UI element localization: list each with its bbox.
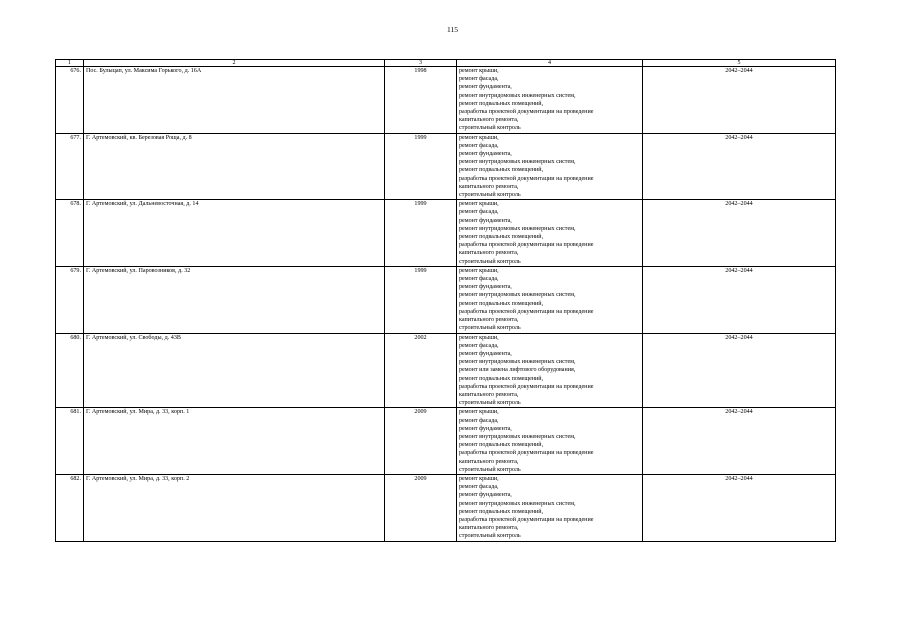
year-cell: 2009 (385, 408, 457, 475)
work-item: капитального ремонта, (459, 250, 519, 257)
header-col-4: 4 (457, 60, 643, 67)
work-item: ремонт подвальных помещений, (459, 375, 544, 382)
period-cell: 2042–2044 (643, 408, 836, 475)
work-item: ремонт подвальных помещений, (459, 508, 544, 515)
work-item: разработка проектной документации на проведение (459, 516, 594, 523)
table-row (56, 474, 836, 541)
year-cell: 1998 (385, 67, 457, 134)
work-item: ремонт фасада, (459, 76, 499, 83)
table-row (56, 67, 836, 134)
work-item: строительный контроль (459, 400, 521, 407)
work-item: ремонт фундамента, (459, 84, 512, 91)
period-cell: 2042–2044 (643, 266, 836, 333)
work-item: строительный контроль (459, 533, 521, 540)
work-item: разработка проектной документации на проведение (459, 242, 594, 249)
period-cell: 2042–2044 (643, 67, 836, 134)
address-cell: Г. Артемовский, ул. Мира, д. 33, корп. 1 (84, 408, 385, 475)
header-col-2: 2 (84, 60, 385, 67)
work-item: строительный контроль (459, 192, 521, 199)
work-item: капитального ремонта, (459, 317, 519, 324)
period-cell: 2042–2044 (643, 200, 836, 267)
work-item: ремонт внутридомовых инженерных систем, (459, 92, 576, 99)
row-number: 682. (56, 474, 84, 541)
period-cell: 2042–2044 (643, 133, 836, 200)
works-cell (457, 67, 643, 134)
work-item: капитального ремонта, (459, 391, 519, 398)
row-number: 680. (56, 333, 84, 408)
header-row (56, 60, 836, 67)
work-item: ремонт внутридомовых инженерных систем, (459, 500, 576, 507)
address-cell: Г. Артемовский, кв. Березовая Роща, д. 8 (84, 133, 385, 200)
work-item: ремонт фундамента, (459, 492, 512, 499)
table-body (56, 67, 836, 542)
row-number: 681. (56, 408, 84, 475)
address-cell: Г. Артемовский, ул. Свободы, д. 43В (84, 333, 385, 408)
period-cell: 2042–2044 (643, 333, 836, 408)
works-cell (457, 266, 643, 333)
work-item: ремонт фасада, (459, 209, 499, 216)
work-item: капитального ремонта, (459, 117, 519, 124)
header-col-1: 1 (56, 60, 84, 67)
year-cell: 1999 (385, 133, 457, 200)
works-cell (457, 474, 643, 541)
work-item: ремонт фундамента, (459, 425, 512, 432)
work-item: ремонт крыши, (459, 201, 499, 208)
work-item: строительный контроль (459, 325, 521, 332)
row-number: 678. (56, 200, 84, 267)
table-header (56, 60, 836, 67)
work-item: ремонт фундамента, (459, 151, 512, 158)
address-cell: Г. Артемовский, ул. Паровозников, д. 32 (84, 266, 385, 333)
work-item: строительный контроль (459, 125, 521, 132)
work-item: ремонт фасада, (459, 417, 499, 424)
work-item: ремонт подвальных помещений, (459, 300, 544, 307)
address-cell: Г. Артемовский, ул. Мира, д. 33, корп. 2 (84, 474, 385, 541)
repair-schedule-table (55, 59, 836, 542)
period-cell: 2042–2044 (643, 474, 836, 541)
work-item: ремонт крыши, (459, 409, 499, 416)
table-row (56, 200, 836, 267)
work-item: ремонт фундамента, (459, 350, 512, 357)
work-item: капитального ремонта, (459, 525, 519, 532)
year-cell: 1999 (385, 266, 457, 333)
work-item: разработка проектной документации на проведение (459, 308, 594, 315)
row-number: 676. (56, 67, 84, 134)
work-item: разработка проектной документации на проведение (459, 450, 594, 457)
work-item: разработка проектной документации на проведение (459, 109, 594, 116)
work-item: ремонт фасада, (459, 142, 499, 149)
work-item: строительный контроль (459, 258, 521, 265)
address-cell: Пос. Булыцап, ул. Максима Горького, д. 16А (84, 67, 385, 134)
header-col-3: 3 (385, 60, 457, 67)
table-row (56, 266, 836, 333)
works-cell (457, 133, 643, 200)
work-item: ремонт фундамента, (459, 217, 512, 224)
work-item: ремонт крыши, (459, 475, 499, 482)
table-row (56, 333, 836, 408)
work-item: ремонт фасада, (459, 342, 499, 349)
year-cell: 2002 (385, 333, 457, 408)
work-item: ремонт фундамента, (459, 284, 512, 291)
work-item: ремонт внутридомовых инженерных систем, (459, 159, 576, 166)
work-item: ремонт внутридомовых инженерных систем, (459, 433, 576, 440)
work-item: ремонт внутридомовых инженерных систем, (459, 292, 576, 299)
work-item: ремонт подвальных помещений, (459, 234, 544, 241)
work-item: строительный контроль (459, 466, 521, 473)
work-item: разработка проектной документации на проведение (459, 383, 594, 390)
works-cell (457, 200, 643, 267)
address-cell: Г. Артемовский, ул. Дальневосточная, д. 14 (84, 200, 385, 267)
work-item: ремонт крыши, (459, 334, 499, 341)
work-item: ремонт подвальных помещений, (459, 442, 544, 449)
work-item: разработка проектной документации на проведение (459, 175, 594, 182)
work-item: ремонт фасада, (459, 484, 499, 491)
table-row (56, 133, 836, 200)
work-item: ремонт крыши, (459, 267, 499, 274)
works-cell (457, 333, 643, 408)
work-item: капитального ремонта, (459, 183, 519, 190)
work-item: капитального ремонта, (459, 458, 519, 465)
work-item: ремонт фасада, (459, 276, 499, 283)
row-number: 679. (56, 266, 84, 333)
row-number: 677. (56, 133, 84, 200)
page-number: 115 (447, 25, 458, 34)
year-cell: 1999 (385, 200, 457, 267)
table-row (56, 408, 836, 475)
work-item: ремонт внутридомовых инженерных систем, (459, 359, 576, 366)
header-col-5: 5 (643, 60, 836, 67)
work-item: ремонт крыши, (459, 68, 499, 74)
year-cell: 2009 (385, 474, 457, 541)
works-cell (457, 408, 643, 475)
work-item: ремонт подвальных помещений, (459, 100, 544, 107)
work-item: ремонт внутридомовых инженерных систем, (459, 225, 576, 232)
work-item: ремонт подвальных помещений, (459, 167, 544, 174)
work-item: ремонт крыши, (459, 134, 499, 141)
work-item: ремонт или замена лифтового оборудования, (459, 367, 576, 374)
